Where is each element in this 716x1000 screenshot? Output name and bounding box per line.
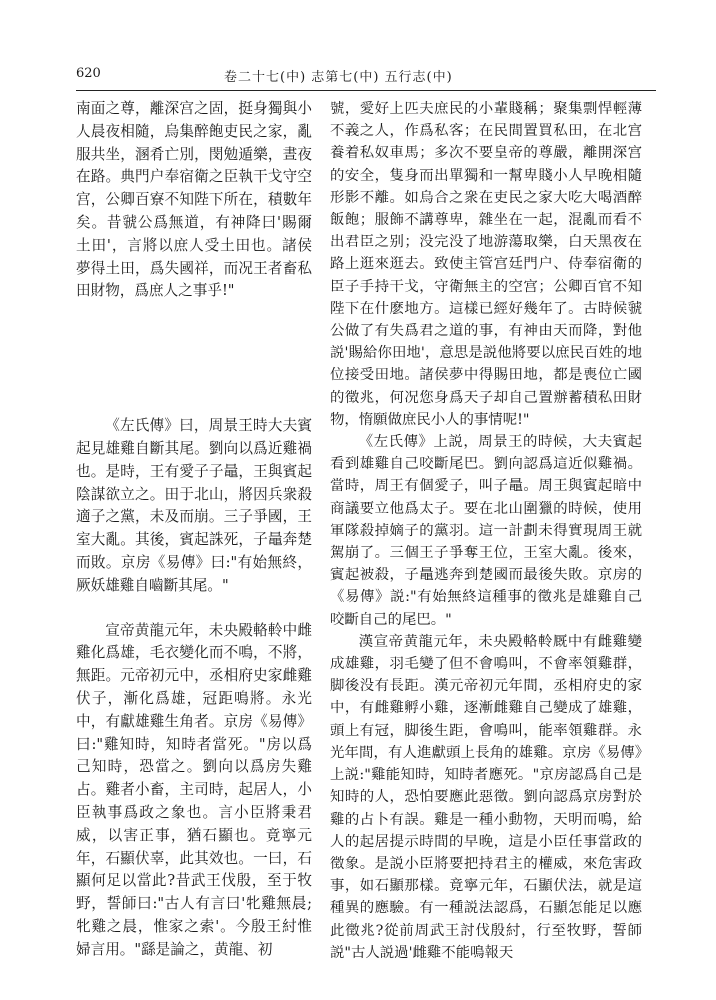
classical-paragraph-huanglong: 宣帝黄龍元年，未央殿輅軨中雌雞化爲雄，毛衣變化而不鳴，不將，無距。元帝初元中，丞相府史家雌雞伏子，漸化爲雄，冠距鳴將。永光中，有獻雄雞生角者。京房《易傳》曰:"雞知時，知時者當死。"房以爲己知時，恐當之。劉向以爲房失雞占。雞者小畜，主司時，起居人，小臣執事爲政之象也。言小臣將秉君威，以害正事，猶石顯也。竟寧元年，石顯伏辜，此其效也。一曰，石顯何足以當此?昔武王伐殷，至于牧野，誓師曰:"古人有言曰'牝雞無晨;牝雞之晨，惟家之索'。今殷王紂惟婦言用。"繇是論之，黄龍、初 <box>76 621 312 958</box>
translation-paragraph-zuozhuan: 《左氏傳》上説，周景王的時候，大夫賓起看到雄雞自己咬斷尾巴。劉向認爲這近似雞禍。當時，周王有個愛子，叫子鼂。周王與賓起暗中商議要立他爲太子。要在北山圍獵的時候，使用軍隊殺掉嫡子的黨羽。這一計劃未得實現周王就駕崩了。三個王子爭奪王位，王室大亂。後來，賓起被殺，子鼂逃奔到楚國而最後失敗。京房的《易傳》説:"有始無終這種事的徵兆是雄雞自己咬斷自己的尾巴。" <box>330 434 642 628</box>
classical-paragraph-continued: 南面之尊，離深宫之固，挺身獨與小人晨夜相隨，烏集醉飽吏民之家，亂服共坐，溷肴亡別，閔勉遁樂，晝夜在路。典門户奉宿衛之臣執干戈守空宫，公卿百寮不知陛下所在，積數年矣。昔虢公爲無道，有神降曰'賜爾土田'，言將以庶人受土田也。諸侯夢得土田，爲失國祥，而况王者畜私田財物，爲庶人之事乎!" <box>76 100 312 300</box>
translation-column <box>330 98 642 964</box>
page-number: 620 <box>76 66 101 81</box>
classical-paragraph-zuozhuan: 《左氏傳》曰，周景王時大夫賓起見雄雞自斷其尾。劉向以爲近雞禍也。是時，王有愛子子鼂，王與賓起陰謀欲立之。田于北山，將因兵衆殺適子之黨，未及而崩。三子爭國，王室大亂。其後，賓起誅死，子鼂奔楚而敗。京房《易傳》曰:"有始無終，厥妖雄雞自嚙斷其尾。" <box>76 417 312 594</box>
header-rule <box>76 90 656 91</box>
translation-paragraph-continued: 號，愛好上匹夫庶民的小輩賤稱；聚集剽悍輕薄不義之人，作爲私客；在民間置買私田，在北宫養着私奴車馬；多次不要皇帝的尊嚴，離開深宫的安全，隻身而出單獨和一幫卑賤小人早晚相隨形影不離。如烏合之衆在吏民之家大吃大喝酒醉飯飽；服飾不講尊卑，雜坐在一起，混亂而看不出君臣之别；没完没了地游蕩取樂，白天黑夜在路上逛來逛去。致使主管宫廷門户、侍奉宿衛的臣子手持干戈，守衛無主的空宫；公卿百官不知陛下在什麽地方。這樣已經好幾年了。古時候虢公做了有失爲君之道的事，有神由天而降，對他説'賜給你田地'，意思是説他將要以庶民百姓的地位接受田地。諸侯夢中得賜田地，都是喪位亡國的徵兆，何况您身爲天子却自己置辦蓄積私田財物，惰願做庶民小人的事情呢!" <box>330 101 642 428</box>
classical-text-column <box>76 98 312 962</box>
running-title: 卷二十七(中) 志第七(中) 五行志(中) <box>224 70 453 85</box>
running-header <box>76 66 656 88</box>
translation-paragraph-huanglong: 漢宣帝黄龍元年，未央殿輅軨厩中有雌雞變成雄雞，羽毛變了但不會鳴叫，不會率領雞群，脚後没有長距。漢元帝初元年間，丞相府史的家中，有雌雞孵小雞，逐漸雌雞自己變成了雄雞，頭上有冠，脚後生距，會鳴叫，能率領雞群。永光年間，有人進獻頭上長角的雄雞。京房《易傳》上説:"雞能知時，知時者應死。"京房認爲自己是知時的人，恐怕要應此惡徵。劉向認爲京房對於雞的占卜有誤。雞是一種小動物，天明而鳴，給人的起居提示時間的早晚，這是小臣任事當政的徵象。是説小臣將要把持君主的權威，來危害政事，如石顯那樣。竟寧元年，石顯伏法，就是這種異的應驗。有一種説法認爲，石顯怎能足以應此徵兆?從前周武王討伐殷紂，行至牧野，誓師説"古人説過'雌雞不能鳴報天 <box>330 633 642 961</box>
